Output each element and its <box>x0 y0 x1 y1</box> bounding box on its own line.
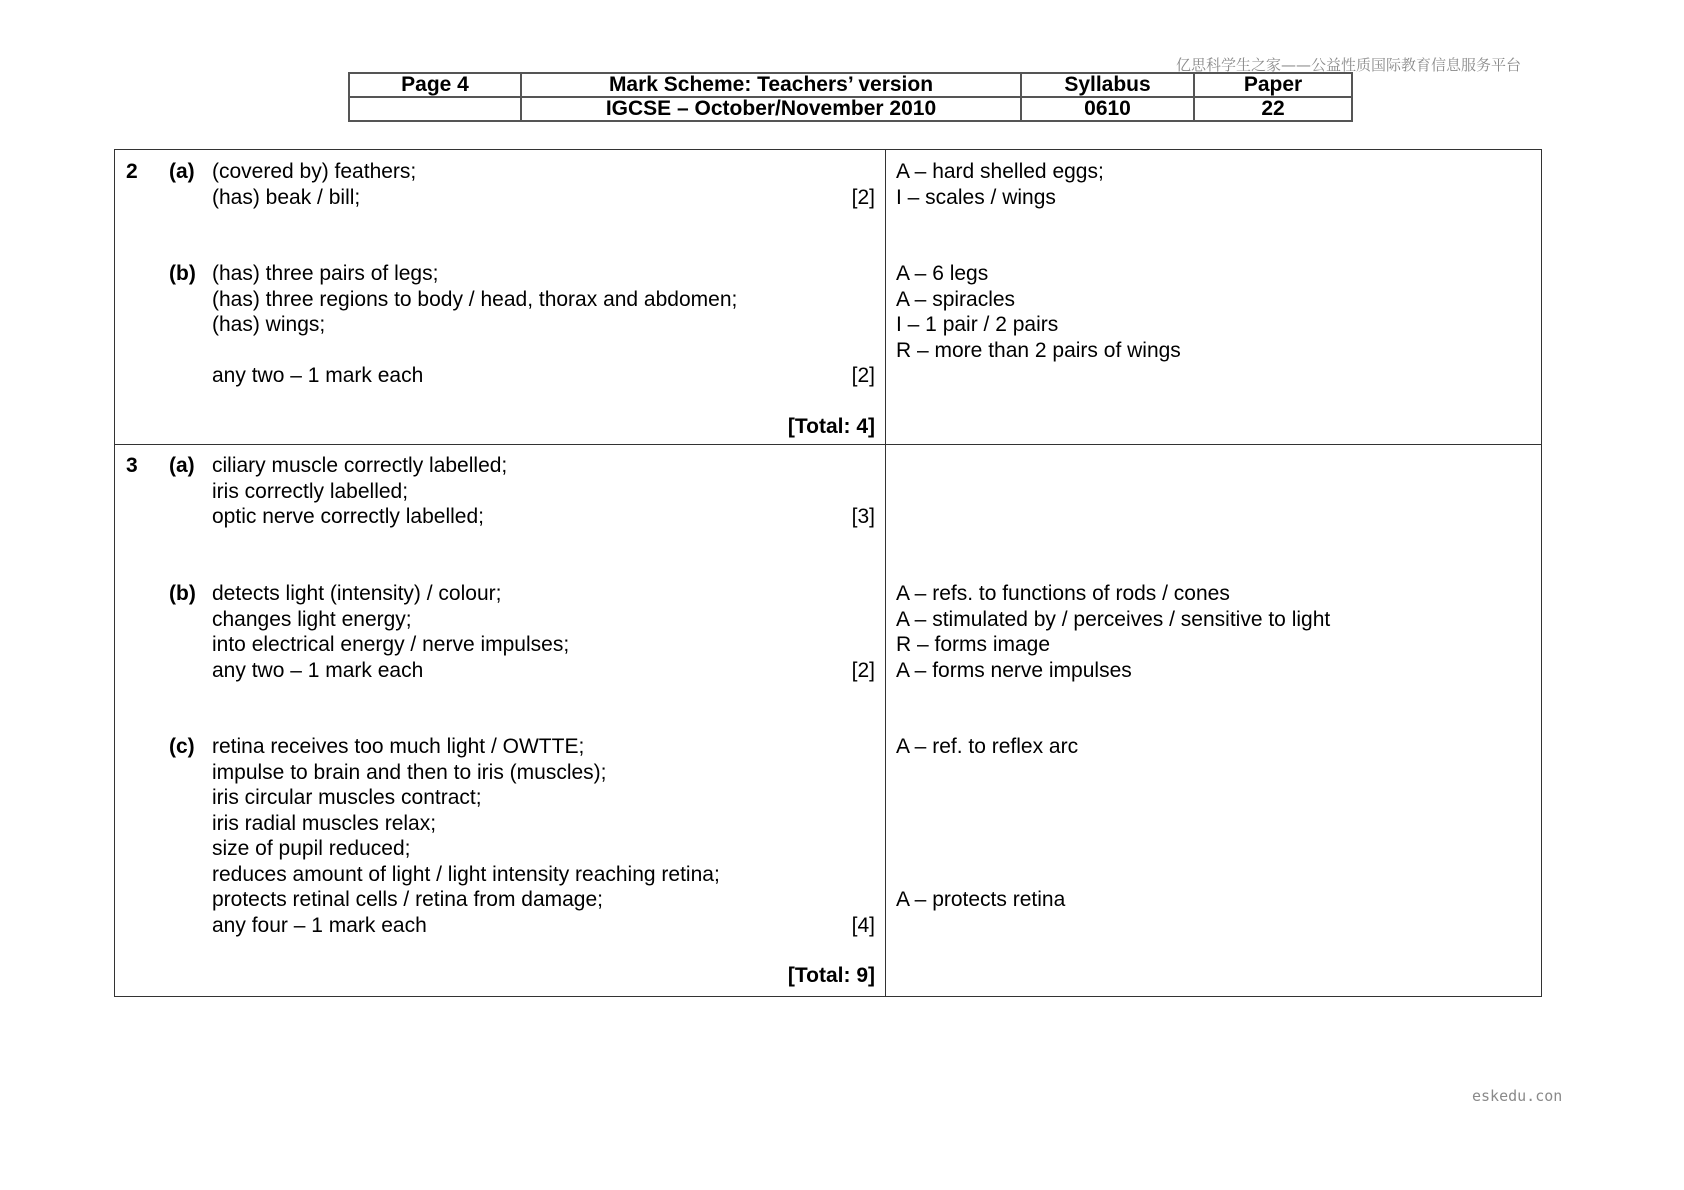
guidance-line: A – hard shelled eggs; <box>896 160 1104 183</box>
part-answer-lines <box>212 261 737 389</box>
guidance-line: A – ref. to reflex arc <box>896 735 1079 758</box>
empty-cell <box>349 97 521 121</box>
part-label: (a) <box>169 454 195 477</box>
answer-line: iris correctly labelled; <box>212 479 409 503</box>
mark-value: [2] <box>851 364 875 387</box>
answer-line <box>212 338 737 364</box>
answer-line: reduces amount of light / light intensity reaching retina; <box>212 862 720 886</box>
answer-line: any two – 1 mark each <box>212 658 424 682</box>
syllabus-label: Syllabus <box>1021 73 1194 97</box>
page-label: Page 4 <box>349 73 521 97</box>
answer-line: (has) three pairs of legs; <box>212 262 439 285</box>
guidance-line <box>896 785 1078 811</box>
guidance-line <box>896 760 1078 786</box>
header-table <box>348 72 1353 122</box>
guidance-notes <box>896 581 1330 683</box>
mark-value: [4] <box>851 913 875 937</box>
answer-line: impulse to brain and then to iris (muscles); <box>212 760 607 784</box>
guidance-line: R – more than 2 pairs of wings <box>896 338 1181 362</box>
paper-number: 22 <box>1194 97 1352 121</box>
answer-column <box>115 445 886 996</box>
guidance-line: A – stimulated by / perceives / sensitive to light <box>896 607 1331 631</box>
question-3-block <box>115 444 1541 996</box>
part-answer-lines <box>212 581 569 683</box>
answer-line: iris circular muscles contract; <box>212 786 482 809</box>
part-label: (b) <box>169 262 196 285</box>
answer-line: (has) beak / bill; <box>212 185 361 209</box>
guidance-line <box>896 836 1078 862</box>
guidance-line <box>896 811 1078 837</box>
answer-line: into electrical energy / nerve impulses; <box>212 633 570 656</box>
answer-line: size of pupil reduced; <box>212 837 411 860</box>
guidance-line: A – forms nerve impulses <box>896 658 1132 682</box>
guidance-line: I – scales / wings <box>896 185 1056 209</box>
question-total: [Total: 4] <box>787 415 875 438</box>
answer-line: changes light energy; <box>212 607 412 631</box>
part-answer-lines <box>212 159 416 210</box>
watermark-bottom: eskedu.con <box>1472 1087 1563 1105</box>
guidance-column <box>886 150 1541 444</box>
answer-line: any two – 1 mark each <box>212 364 424 387</box>
watermark-top: 亿思科学生之家——公益性质国际教育信息服务平台 <box>1176 56 1522 74</box>
question-total: [Total: 9] <box>787 964 875 987</box>
guidance-line: A – spiracles <box>896 287 1016 311</box>
answer-line: protects retinal cells / retina from damage; <box>212 888 604 911</box>
guidance-line: R – forms image <box>896 633 1051 656</box>
mark-scheme-table <box>114 149 1542 997</box>
answer-line: optic nerve correctly labelled; <box>212 505 484 528</box>
part-answer-lines <box>212 734 720 938</box>
question-number: 3 <box>126 454 138 477</box>
guidance-notes <box>896 159 1104 210</box>
answer-line: detects light (intensity) / colour; <box>212 582 502 605</box>
guidance-line: A – protects retina <box>896 888 1066 911</box>
answer-line: (has) wings; <box>212 313 326 336</box>
answer-line: ciliary muscle correctly labelled; <box>212 454 508 477</box>
guidance-column <box>886 445 1541 996</box>
part-label: (b) <box>169 582 196 605</box>
guidance-line <box>896 862 1078 888</box>
guidance-line: A – 6 legs <box>896 262 989 285</box>
part-label: (c) <box>169 735 195 758</box>
mark-value: [2] <box>851 658 875 682</box>
guidance-notes <box>896 261 1181 363</box>
mark-value: [2] <box>851 185 875 209</box>
exam-session: IGCSE – October/November 2010 <box>521 97 1021 121</box>
guidance-line: A – refs. to functions of rods / cones <box>896 582 1230 605</box>
document-title: Mark Scheme: Teachers’ version <box>521 73 1021 97</box>
answer-line: retina receives too much light / OWTTE; <box>212 735 585 758</box>
mark-value: [3] <box>851 505 875 528</box>
syllabus-code: 0610 <box>1021 97 1194 121</box>
question-2-block <box>115 150 1541 444</box>
part-answer-lines <box>212 453 507 530</box>
answer-line: any four – 1 mark each <box>212 913 427 937</box>
answer-column <box>115 150 886 444</box>
part-label: (a) <box>169 160 195 183</box>
guidance-line: I – 1 pair / 2 pairs <box>896 313 1059 336</box>
guidance-notes <box>896 734 1078 913</box>
paper-label: Paper <box>1194 73 1352 97</box>
answer-line: (covered by) feathers; <box>212 160 417 183</box>
answer-line: (has) three regions to body / head, thorax and abdomen; <box>212 287 738 311</box>
answer-line: iris radial muscles relax; <box>212 811 437 835</box>
question-number: 2 <box>126 160 138 183</box>
